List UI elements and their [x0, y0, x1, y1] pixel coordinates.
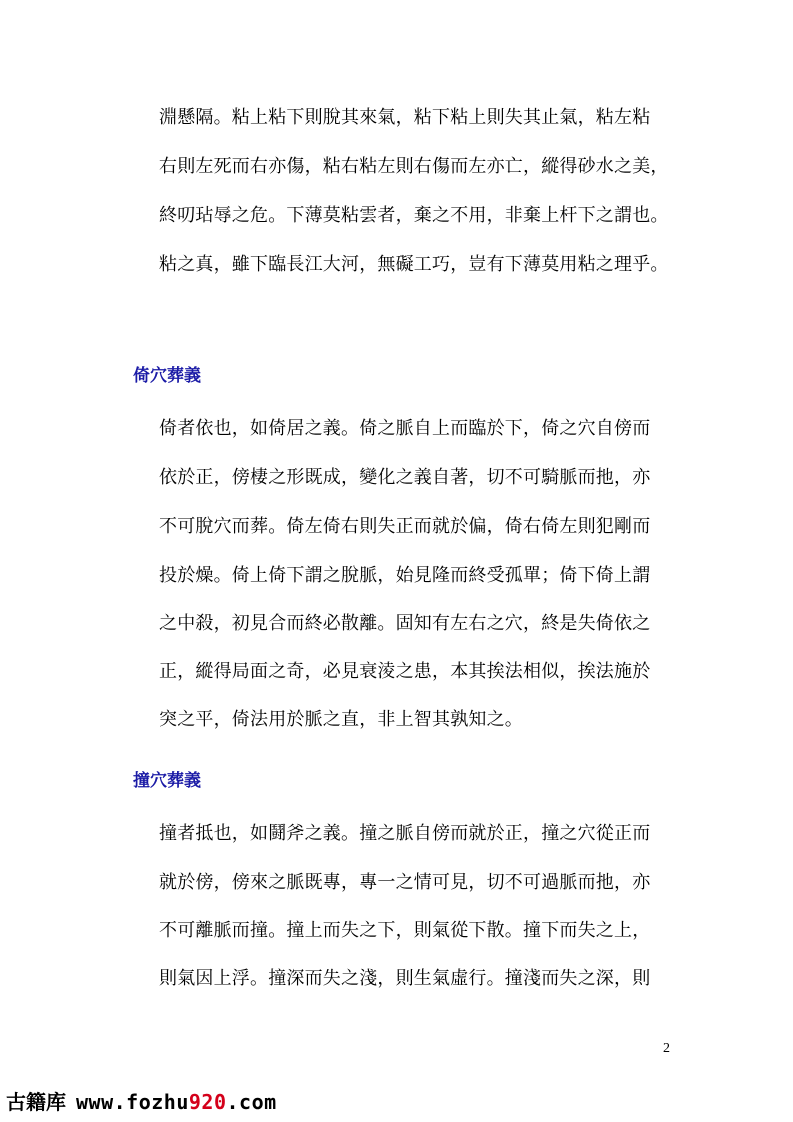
- page-number: 2: [663, 1041, 670, 1056]
- watermark-url-suffix: .com: [226, 1090, 277, 1114]
- text-line: 右則左死而右亦傷，粘右粘左則右傷而左亦亡，縱得砂水之美，: [159, 156, 669, 177]
- text-line: 依於正，傍棲之形既成，變化之義自著，切不可騎脈而扡，亦: [159, 467, 651, 488]
- text-line: 則氣因上浮。撞深而失之淺，則生氣虛行。撞淺而失之深，則: [159, 968, 651, 989]
- watermark-url: [76, 1090, 277, 1114]
- text-line: 之中殺，初見合而終必散離。固知有左右之穴，終是失倚依之: [159, 613, 651, 634]
- text-line: 粘之真，雖下臨長江大河，無礙工巧，豈有下薄莫用粘之理乎。: [159, 254, 669, 275]
- text-line: 就於傍，傍來之脈既專，專一之情可見，切不可過脈而扡，亦: [159, 872, 651, 893]
- text-line: 正，縱得局面之奇，必見衰淩之患，本其挨法相似，挨法施於: [159, 661, 651, 682]
- text-line: 倚者依也，如倚居之義。倚之脈自上而臨於下，倚之穴自傍而: [159, 418, 651, 439]
- footer-watermark: [6, 1088, 277, 1116]
- text-line: 投於燥。倚上倚下謂之脫脈，始見隆而終受孤單；倚下倚上謂: [159, 565, 651, 586]
- text-line: 淵懸隔。粘上粘下則脫其來氣，粘下粘上則失其止氣，粘左粘: [159, 107, 651, 128]
- text-line: 不可離脈而撞。撞上而失之下，則氣從下散。撞下而失之上，: [159, 920, 651, 941]
- text-line: 不可脫穴而葬。倚左倚右則失正而就於偏，倚右倚左則犯剛而: [159, 516, 651, 537]
- watermark-url-prefix: www.fozhu: [76, 1090, 189, 1114]
- text-line: 撞者抵也，如鬪斧之義。撞之脈自傍而就於正，撞之穴從正而: [159, 823, 651, 844]
- text-line: 突之平，倚法用於脈之直，非上智其孰知之。: [159, 709, 523, 730]
- watermark-site-name: 古籍库: [6, 1090, 66, 1114]
- watermark-url-number: 920: [188, 1090, 227, 1114]
- text-line: 終叨玷辱之危。下薄莫粘雲者，棄之不用，非棄上杆下之謂也。: [159, 205, 669, 226]
- section-heading: 撞穴葬義: [133, 771, 201, 791]
- section-heading: 倚穴葬義: [133, 366, 201, 386]
